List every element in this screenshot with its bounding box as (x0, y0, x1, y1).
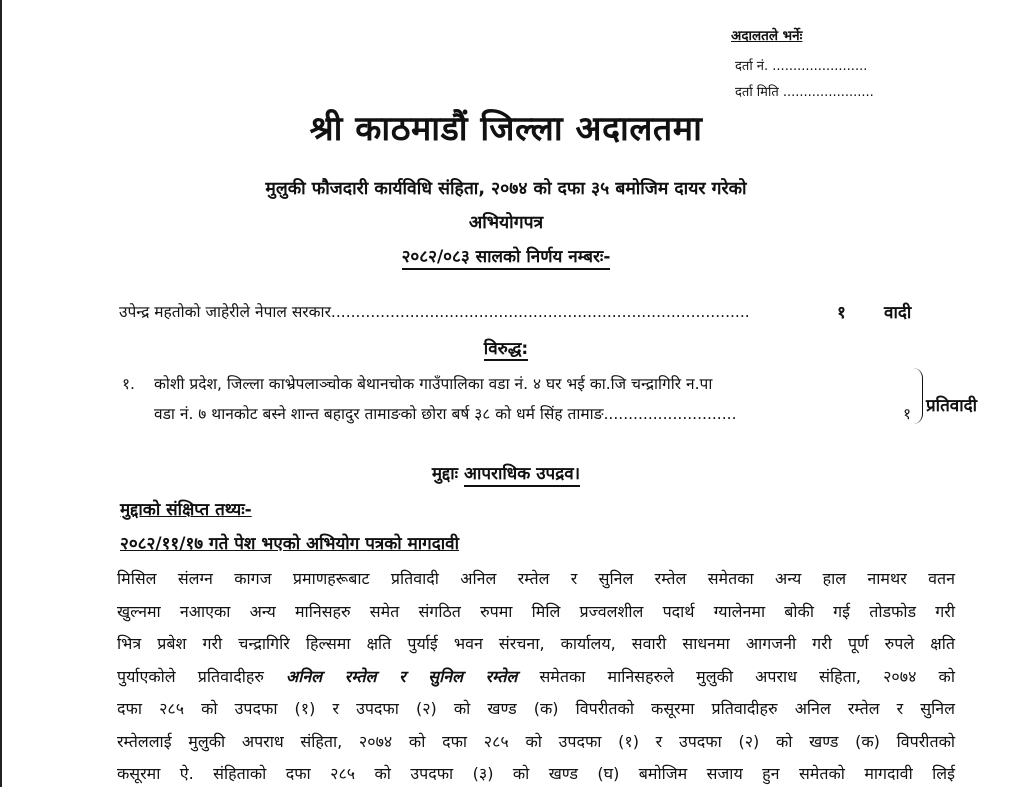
case-issue-label: मुद्दाः (431, 464, 459, 484)
versus-text: विरुद्ध: (483, 339, 529, 359)
body-line: भित्र प्रबेश गरी चन्द्रागिरि हिल्समा क्षति पुर्याई भवन संरचना, कार्यालय, सवारी साधनमा आगजनी गरी पूर्ण रुपले क्षति (117, 634, 955, 653)
body-line: रम्तेललाई मुलुकी अपराध संहिता, २०७४ को दफा २८५ को उपदफा (१) र उपदफा (२) को खण्ड (क) विपरीतको (117, 731, 955, 751)
charge-body-paragraph (117, 563, 955, 791)
body-line-part: समेतका मानिसहरुले मुलुकी अपराध संहिता, २०७४ को (517, 666, 955, 686)
case-issue-value: आपराधिक उपद्रव। (464, 464, 580, 487)
plaintiff-line: उपेन्द्र महतोको जाहेरीले नेपाल सरकार..................................................................................... (119, 303, 750, 321)
plaintiff-role: वादी (884, 303, 912, 323)
document-title: श्री काठमाडौं जिल्ला अदालतमा (309, 109, 703, 149)
body-line: मिसिल संलग्न कागज प्रमाणहरूबाट प्रतिवादी अनिल रम्तेल र सुनिल रम्तेल समेतका अन्य हाल नामथर वतन (117, 569, 955, 588)
defendant-address-line2: वडा नं. ७ थानकोट बस्ने शान्त बहादुर तामाङको छोरा बर्ष ३८ को धर्म सिंह तामाङ........................... (154, 405, 737, 423)
registration-date-field: दर्ता मिति ...................... (735, 85, 874, 100)
decision-number-heading (0, 244, 1012, 267)
body-line: खुल्नमा नआएका अन्य मानिसहरु समेत संगठित रुपमा मिलि प्रज्वलशील पदार्थ ग्यालेनमा बोकी गई तोडफोड गरी (117, 601, 955, 621)
body-line (117, 661, 955, 694)
defendant-brace (913, 368, 923, 424)
charge-demand-heading: २०८२/११/१७ गते पेश भएको अभियोग पत्रको मागदावी (120, 534, 460, 554)
body-line-part: पुर्याएकोले प्रतिवादीहरु (117, 666, 287, 686)
body-line: दफा २८५ को उपदफा (१) र उपदफा (२) को खण्ड (क) विपरीतको कसूरमा प्रतिवादीहरु अनिल रम्तेल र सुनिल (117, 699, 955, 718)
plaintiff-count: १ (837, 303, 846, 323)
defendant-number: १. (122, 375, 135, 393)
decision-number-text: २०८२/०८३ सालको निर्णय नम्बरः- (402, 247, 611, 270)
defendant-names-emphasis: अनिल रम्तेल र सुनिल रम्तेल (286, 666, 518, 686)
defendant-address-line1: कोशी प्रदेश, जिल्ला काभ्रेपलाञ्चोक बेथानचोक गाउँपालिका वडा नं. ४ घर भई का.जि चन्द्रागिरि न.पा (154, 375, 713, 393)
case-issue-heading (0, 461, 1012, 484)
versus-heading (0, 336, 1012, 359)
registration-number-field: दर्ता नं. ....................... (735, 59, 868, 74)
case-facts-heading: मुद्दाको संक्षिप्त तथ्यः- (120, 500, 252, 520)
defendant-count: १ (903, 405, 912, 423)
document-subtitle-line2: अभियोगपत्र (468, 213, 544, 233)
defendant-role: प्रतिवादी (926, 396, 978, 416)
court-receipt-label: अदालतले भर्नेः (731, 28, 803, 44)
body-line: कसूरमा ऐ. संहिताको दफा २८५ को उपदफा (३) को खण्ड (घ) बमोजिम सजाय हुन समेतको मागदावी लिई (117, 764, 955, 783)
document-subtitle-line1: मुलुकी फौजदारी कार्यविधि संहिता, २०७४ को दफा ३५ बमोजिम दायर गरेको (265, 179, 747, 199)
